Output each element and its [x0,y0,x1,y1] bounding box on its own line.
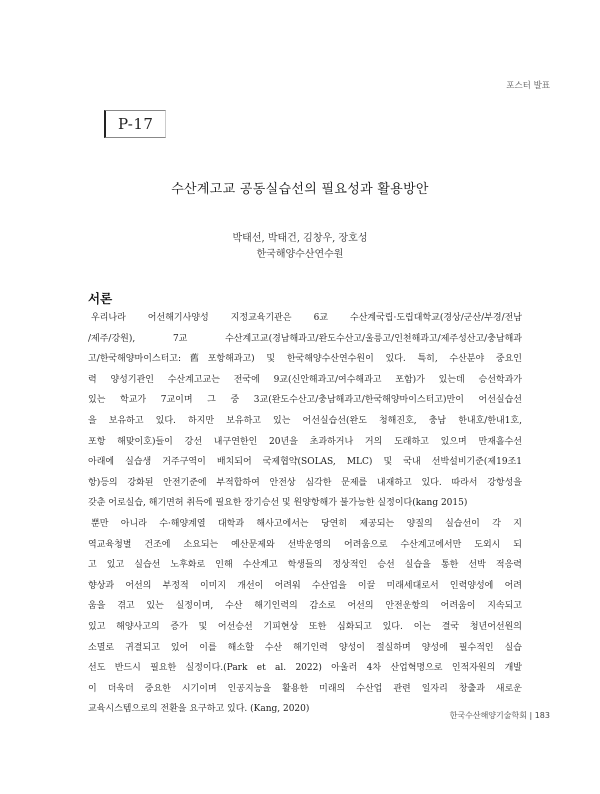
text-line: 향상과 어선의 부정적 이미지 개선이 어려워 수산업을 이끌 미래세대로서 인력양성에 어려 [88,580,522,591]
text-line: 뿐만 아니라 수·해양계열 대학과 해사고에서는 당연히 제공되는 양질의 실습선이 각 지 [91,518,522,529]
body-text [88,308,522,720]
section-tag: 포스터 발표 [506,81,550,91]
text-line: 력 양성기관인 수산계고교는 전국에 9교(신안해과고/여수해과고 포함)가 있는데 승선학과가 [88,374,522,385]
text-line: 고/한국해양마이스터고:舊포항해과고) 및 한국해양수산연수원이 있다. 특히, 수산분야 중요인 [88,354,522,365]
text-line: 교육시스템으로의 전환을 요구하고 있다. (Kang, 2020) [88,704,310,715]
text-line: 포항 해맞이호)들이 강선 내구연한인 20년을 초과하거나 거의 도래하고 있으며 만재흘수선 [88,436,522,447]
text-line: 선도 반드시 필요한 실정이다.(Park et al. 2022) 아울러 4차 산업혁명으로 인적자원의 개발 [88,663,522,674]
paper-title: 수산계고교 공동실습선의 필요성과 활용방안 [171,182,429,197]
section-heading: 서론 [88,291,113,306]
text-line: 고 있고 실습선 노후화로 인해 수산계고 학생들의 정상적인 승선 실습을 통한 선박 적응력 [88,560,522,571]
text-line: 소멸로 귀결되고 있어 이를 해소할 수산 해기인력 양성이 절실하며 양성에 필수적인 실습 [88,642,522,653]
text-line: 우리나라 어선해기사양성 지정교육기관은 6교 수산계국립·도립대학교(경상/군산/부경/전남 [91,313,522,323]
text-line: 을 보유하고 있다. 하지만 보유하고 있는 어선실습선(완도 청해진호, 충남 한내호/한내1호, [88,415,522,426]
author-list: 박태선, 박태건, 김창우, 장호성 [232,233,368,244]
text-line: 항)등의 강화된 안전기준에 부적합하여 안전상 심각한 문제를 내재하고 있다. 따라서 강항성을 [88,477,522,488]
page-footer: 한국수산해양기술학회 | 183 [449,711,550,720]
text-line: 있고 해양사고의 증가 및 어선승선 기피현상 또한 심화되고 있다. 이는 결국 청년어선원의 [88,621,522,632]
text-line: 움을 겪고 있는 실정이며, 수산 해기인력의 감소로 어선의 안전운항의 어려움이 지속되고 [88,601,522,612]
text-line: 아래에 실습생 거주구역이 배치되어 국제협약(SOLAS, MLC) 및 국내 선박설비기준(제19조1 [88,457,522,468]
text-line: 갖춘 어로실습, 해기면허 취득에 필요한 장기승선 및 원양항해가 불가능한 실정이다(kang 2015) [88,498,468,509]
text-line: /제주/강원), 7교 수산계고교(경남해과고/완도수산고/울릉고/인천해과고/제주성산고/충남해과 [88,333,522,344]
text-line: 있는 학교가 7교이며 그 중 3교(완도수산고/충남해과고/한국해양마이스터고)만이 어선실습선 [88,395,522,406]
affiliation: 한국해양수산연수원 [256,249,344,260]
text-line: 이 더욱더 중요한 시기이며 인공지능을 활용한 미래의 수산업 관련 일자리 창출과 새로운 [88,683,522,694]
poster-id-label: P-17 [104,110,166,138]
text-line: 역교육청별 건조에 소요되는 예산문제와 선박운영의 어려움으로 수산계고에서만 도외시 되 [88,539,522,550]
